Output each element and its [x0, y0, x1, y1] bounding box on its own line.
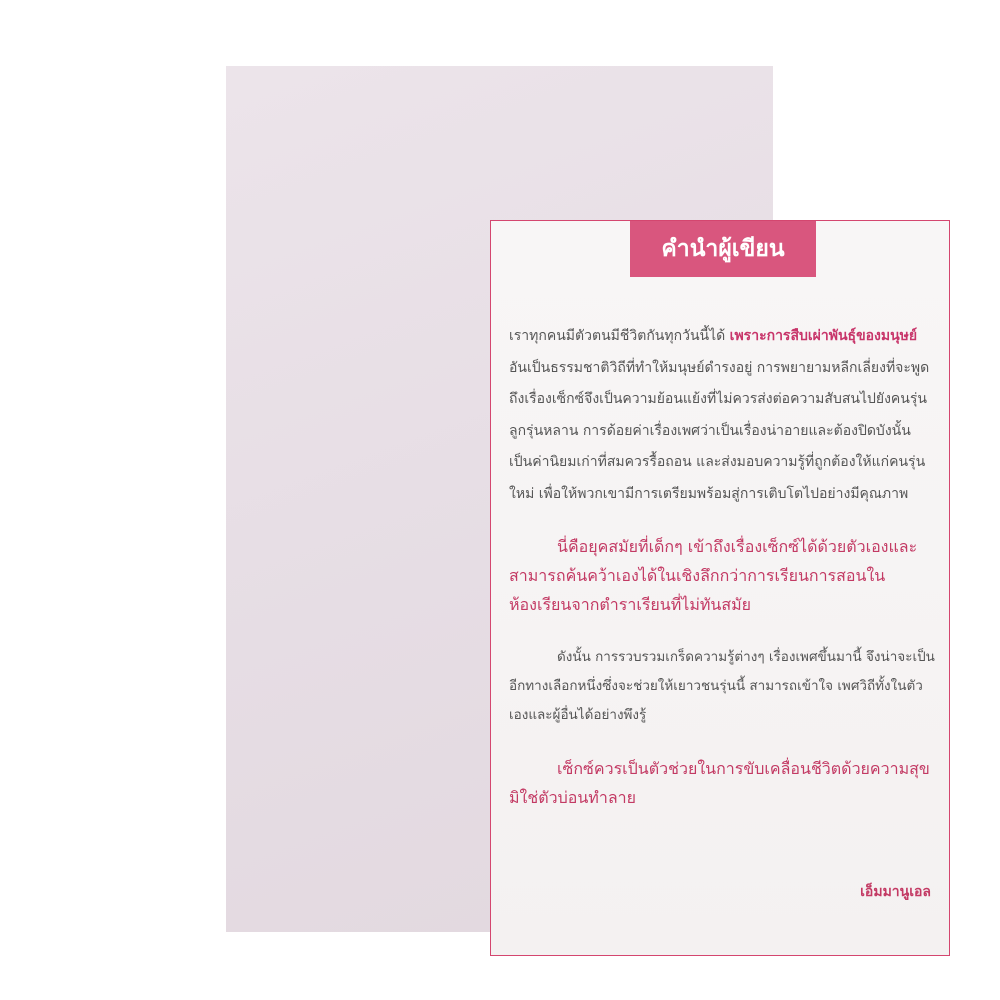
- page-title: คำนำผู้เขียน: [661, 235, 785, 262]
- book-page: [490, 220, 950, 956]
- paragraph-intro-lead: เราทุกคนมีตัวตนมีชีวิตกันทุกวันนี้ได้: [509, 328, 730, 344]
- heading-banner: [630, 221, 816, 277]
- author-signature: เอ็มมานูเอล: [860, 884, 931, 900]
- paragraph-intro-rest: อันเป็นธรรมชาติวิถีที่ทำให้มนุษย์ดำรงอยู่ การพยายามหลีกเลี่ยงที่จะพูดถึงเรื่องเซ็กซ์จึงเป็นความย้อนแย้งที่ไม่ควรส่งต่อความสับสนไปยังคนรุ่นลูกรุ่นหลาน การด้อยค่าเรื่องเพศว่าเป็นเรื่องน่าอายและต้องปิดบังนั้น เป็นค่านิยมเก่าที่สมควรรื้อถอน และส่งมอบความรู้ที่ถูกต้องให้แก่คนรุ่นใหม่ เพื่อให้พวกเขามีการเตรียมพร้อมสู่การเติบโตไปอย่างมีคุณภาพ: [509, 359, 930, 502]
- foreword-body: [509, 321, 935, 812]
- paragraph-modern-era: นี่คือยุคสมัยที่เด็กๆ เข้าถึงเรื่องเซ็กซ์ได้ด้วยตัวเองและสามารถค้นคว้าเองได้ในเชิงลึกกว่าการเรียนการสอนในห้องเรียนจากตำราเรียนที่ไม่ทันสมัย: [509, 537, 918, 614]
- book-photo-background: [226, 66, 935, 932]
- paragraph-therefore: ดังนั้น การรวบรวมเกร็ดความรู้ต่างๆ เรื่องเพศขึ้นมานี้ จึงน่าจะเป็นอีกทางเลือกหนึ่งซึ่งจะช่วยให้เยาวชนรุ่นนี้ สามารถเข้าใจ เพศวิถีทั้งในตัวเองและผู้อื่นได้อย่างพึงรู้: [509, 649, 935, 723]
- paragraph-conclusion: เซ็กซ์ควรเป็นตัวช่วยในการขับเคลื่อนชีวิตด้วยความสุข มิใช่ตัวบ่อนทำลาย: [509, 759, 930, 807]
- paragraph-intro-highlight: เพราะการสืบเผ่าพันธุ์ของมนุษย์: [729, 328, 918, 344]
- paragraph-intro: [509, 321, 935, 510]
